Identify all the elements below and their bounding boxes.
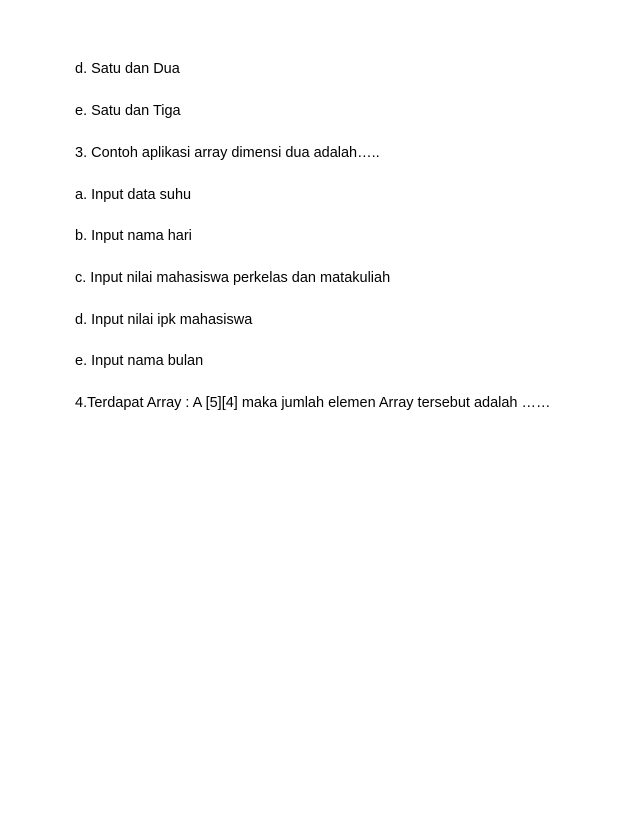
question-3: 3. Contoh aplikasi array dimensi dua adalah….. [75, 145, 380, 161]
option-e-nama-bulan: e. Input nama bulan [75, 353, 204, 369]
option-c-nilai-mahasiswa: c. Input nilai mahasiswa perkelas dan matakuliah [75, 270, 391, 286]
option-a-data-suhu: a. Input data suhu [75, 187, 192, 203]
question-4: 4.Terdapat Array : A [5][4] maka jumlah elemen Array tersebut adalah …… [75, 395, 551, 411]
option-b-nama-hari: b. Input nama hari [75, 228, 192, 244]
option-d-satu-dan-dua: d. Satu dan Dua [75, 61, 180, 77]
option-e-satu-dan-tiga: e. Satu dan Tiga [75, 103, 181, 119]
option-d-nilai-ipk: d. Input nilai ipk mahasiswa [75, 312, 253, 328]
